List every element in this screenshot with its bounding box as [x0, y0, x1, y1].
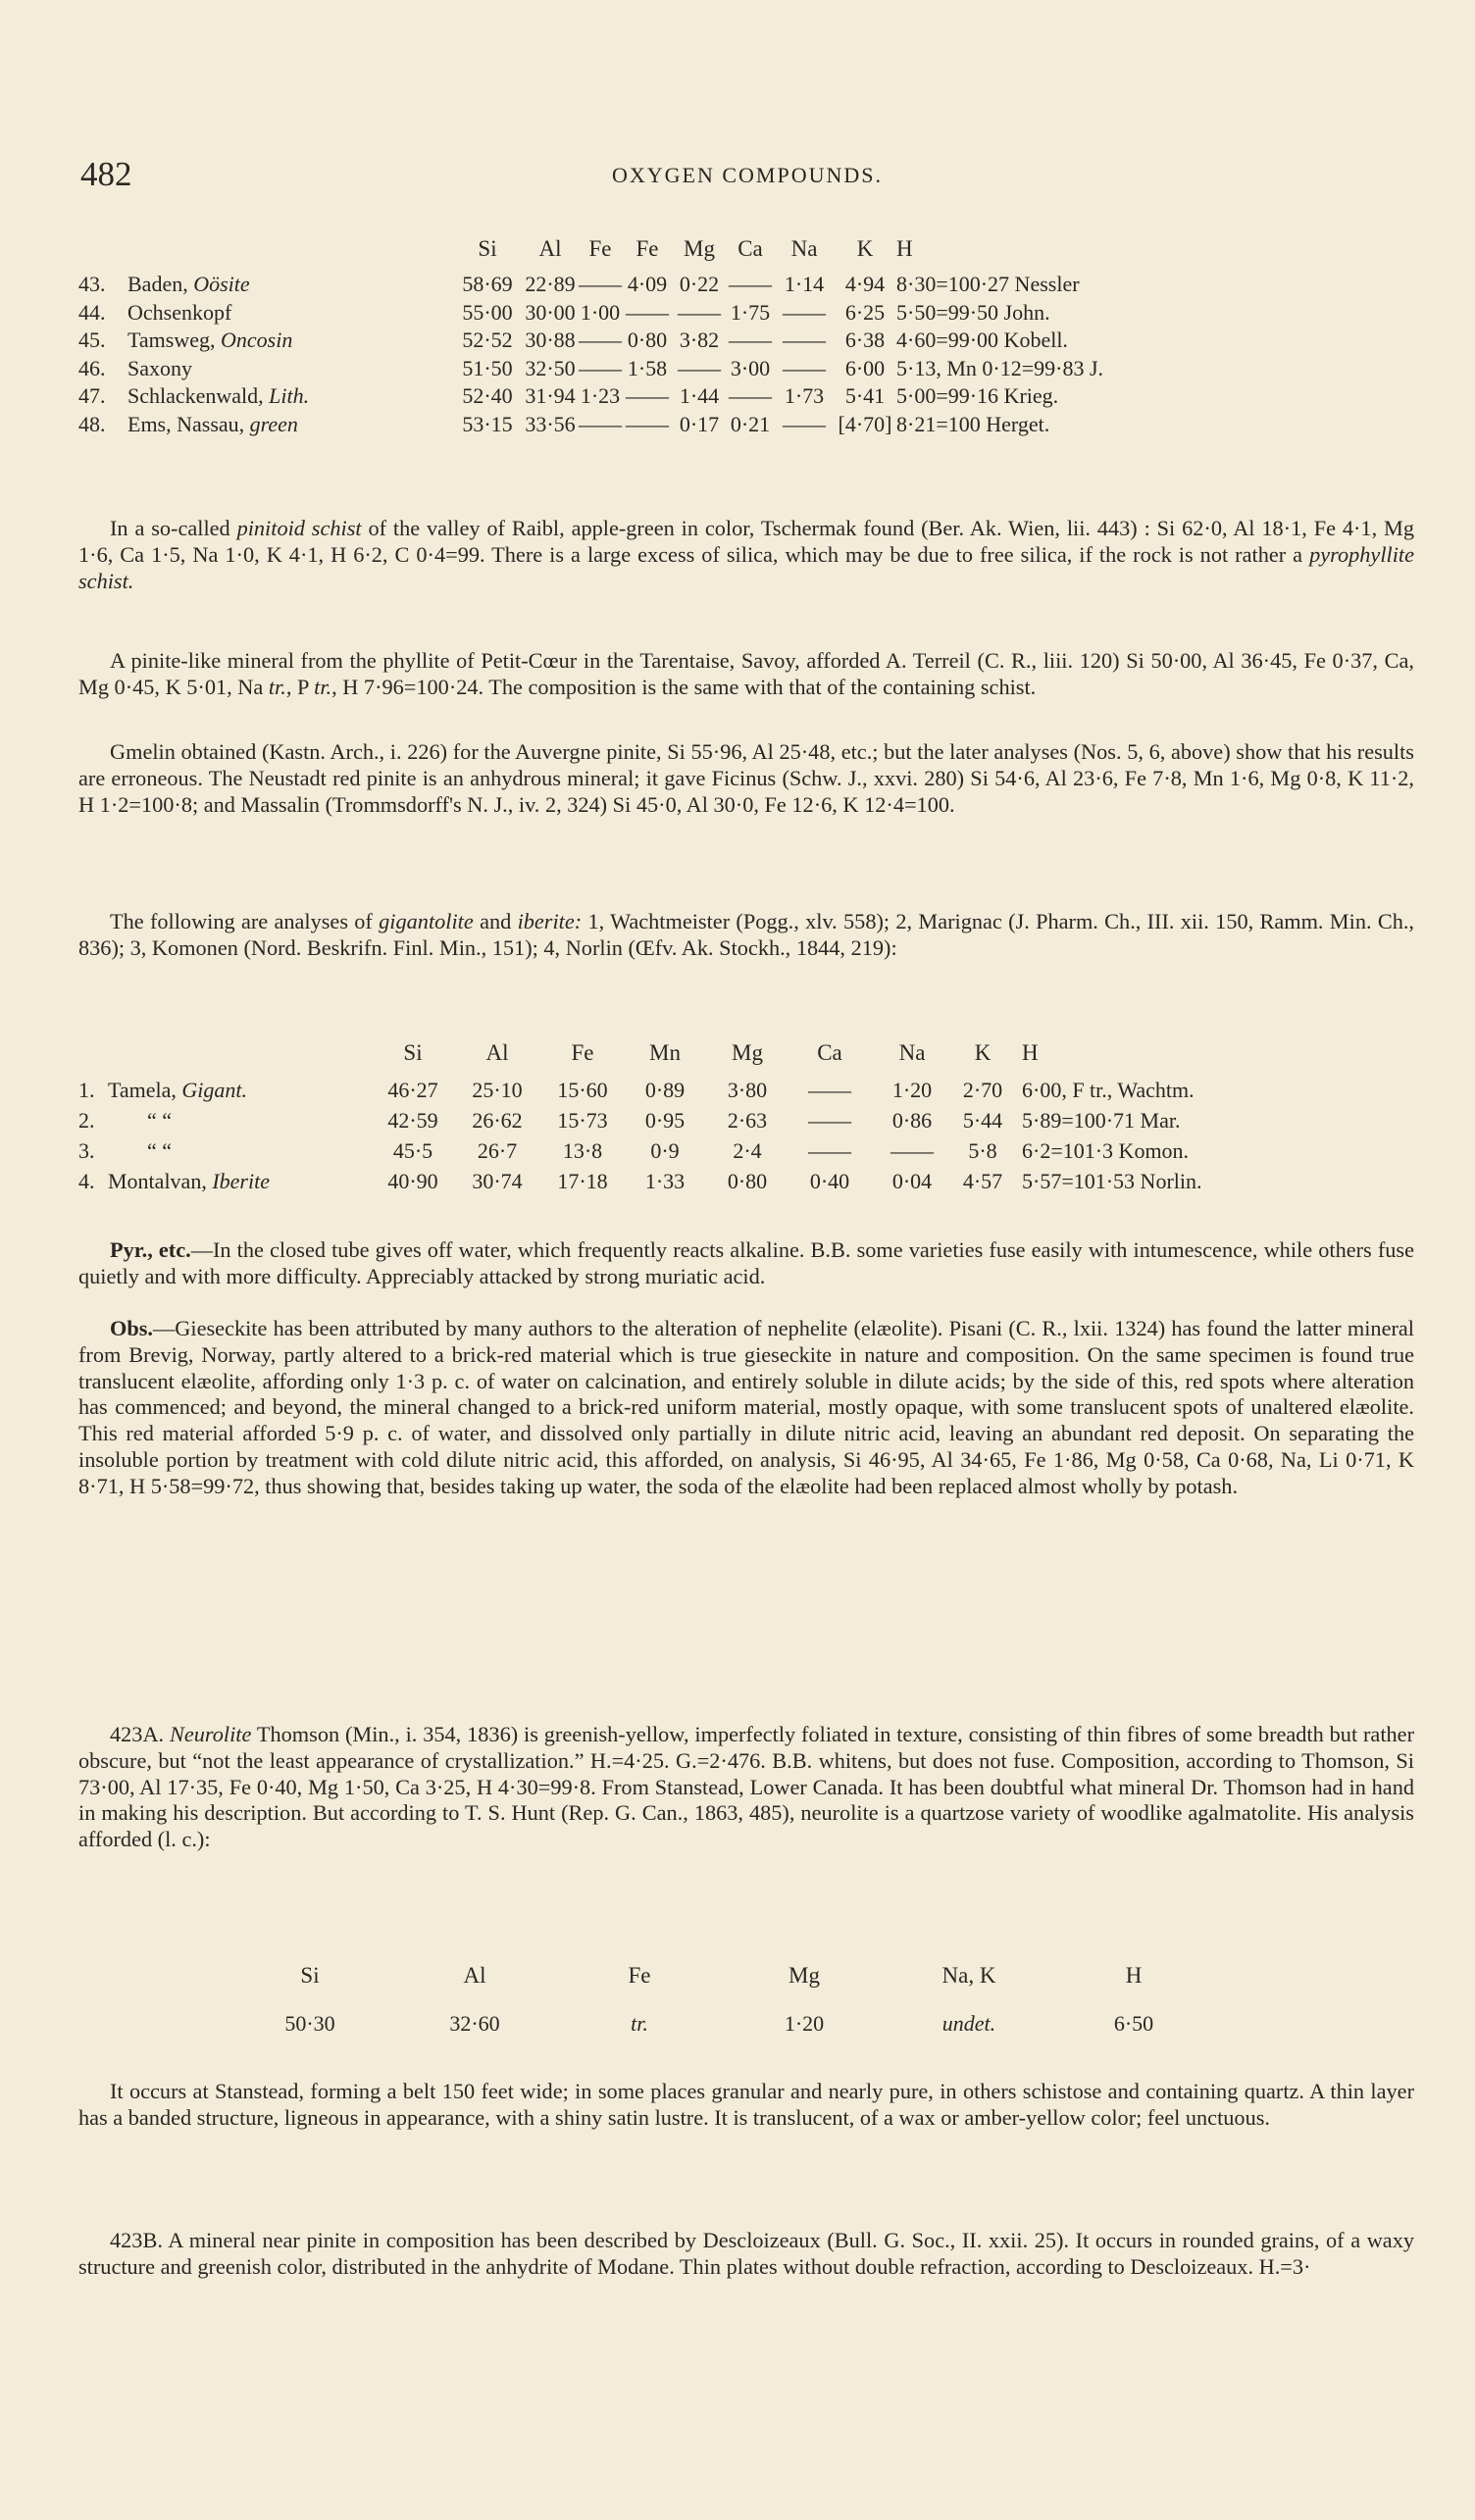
cell: 5·41 — [844, 383, 886, 408]
cell — [557, 2002, 722, 2045]
cell: 32·50 — [525, 355, 576, 380]
cell: 17·18 — [557, 1169, 608, 1193]
trace-value: tr. — [631, 2011, 648, 2036]
cell: 32·60 — [449, 2011, 500, 2036]
table-header-row — [78, 1037, 1314, 1075]
locality-name: Saxony — [127, 355, 192, 380]
table-row — [78, 1075, 1314, 1105]
locality-name: Ochsenkopf — [127, 299, 232, 325]
table-row — [78, 355, 1220, 383]
cell: 3·00 — [730, 355, 771, 380]
section-lead: Obs. — [110, 1316, 153, 1340]
cell: 5·8 — [968, 1138, 997, 1163]
paragraph-stanstead — [78, 2079, 1414, 2132]
row-number: 44. — [78, 299, 106, 325]
cell: 55·00 — [462, 299, 513, 325]
cell: 6·00 — [844, 355, 886, 380]
cell: 52·40 — [462, 383, 513, 408]
cell: 33·56 — [525, 411, 576, 436]
text-run: 1, Wachtmeister (Pogg., xlv. 558); 2, Marignac (J. Pharm. Ch., III. xii. 150, Ramm. Min. Ch., 836); 3, Komonen (Nord. Beskrifn. Finl. Min., 151); 4, Norlin (Œfv. Ak. Stockh., 1844, 219): — [78, 909, 1415, 960]
table-row — [78, 327, 1220, 355]
cell: 26·62 — [472, 1108, 523, 1133]
column-header: Mg — [684, 236, 715, 261]
row-number: 47. — [78, 383, 106, 408]
paragraph-pyrognostics — [78, 1237, 1414, 1290]
table-row — [78, 1166, 1314, 1196]
cell: 52·52 — [462, 328, 513, 352]
cell: 45·5 — [392, 1138, 433, 1163]
cell: —— — [808, 1138, 851, 1163]
cell: 2·70 — [962, 1078, 1003, 1102]
cell: 1·23 — [580, 383, 621, 408]
locality — [108, 1105, 373, 1135]
column-header: Fe — [628, 1963, 651, 1988]
page-header — [80, 155, 1414, 202]
column-header: H — [896, 236, 913, 261]
section-lead: Pyr., etc. — [110, 1237, 191, 1262]
page-number: 482 — [80, 155, 132, 193]
column-header: Na, K — [941, 1963, 996, 1988]
column-header: K — [856, 236, 874, 261]
cell: 5·13, Mn 0·12=99·83 J. — [896, 355, 1104, 380]
cell: 6·00, F tr., Wachtm. — [1022, 1078, 1195, 1102]
cell: 4·57 — [962, 1169, 1003, 1193]
cell: —— — [626, 411, 669, 436]
cell: 8·21=100 Herget. — [896, 411, 1050, 436]
cell: 1·20 — [784, 2011, 825, 2036]
cell: —— — [890, 1138, 934, 1163]
ditto-marks: “ “ — [147, 1108, 173, 1133]
cell: —— — [729, 272, 772, 296]
column-header: Si — [478, 236, 497, 261]
cell: 25·10 — [472, 1078, 523, 1102]
cell: 15·60 — [557, 1078, 608, 1102]
variety-name: Gigant. — [181, 1078, 248, 1102]
cell: 1·20 — [891, 1078, 933, 1102]
locality-name: Montalvan, — [108, 1169, 213, 1193]
text-run: It occurs at Stanstead, forming a belt 150 feet wide; in some places granular and nearly pure, in others schistose and containing quartz. A thin layer has a banded structure, ligneous in appearance, with a shiny satin lustre. It is translucent, of a wax or amber-yellow color; feel unctuous. — [78, 2079, 1414, 2130]
undetermined-value: undet. — [941, 2011, 996, 2036]
locality — [127, 411, 453, 439]
cell: 4·94 — [844, 272, 886, 296]
cell: 53·15 — [462, 411, 513, 436]
cell: 1·73 — [784, 383, 825, 408]
cell: 0·21 — [730, 411, 771, 436]
running-title: OXYGEN COMPOUNDS. — [611, 163, 884, 187]
neurolite-analysis-table — [228, 1963, 1216, 2045]
paragraph-petit-coeur — [78, 648, 1414, 701]
text-run: Gmelin obtained (Kastn. Arch., i. 226) for the Auvergne pinite, Si 55·96, Al 25·48, etc.; but the later analyses (Nos. 5, 6, above) show that his results are erroneous. The Neustadt red pinite is an anhydrous mineral; it gave Ficinus (Schw. J., xxvi. 280) Si 54·6, Al 23·6, Fe 7·8, Mn 1·6, Mg 0·8, K 11·2, H 1·2=100·8; and Massalin (Trommsdorff's N. J., iv. 2, 324) Si 45·0, Al 30·0, Fe 12·6, K 12·4=100. — [78, 739, 1414, 817]
locality-name: Schlackenwald, — [127, 383, 270, 408]
cell: —— — [783, 355, 826, 380]
cell: 1·44 — [679, 383, 720, 408]
text-run: The following are analyses of — [110, 909, 380, 933]
cell: —— — [678, 299, 721, 325]
locality — [127, 271, 453, 299]
column-header: K — [974, 1040, 992, 1065]
locality-name: Baden, — [127, 272, 194, 296]
column-header: Na — [898, 1040, 926, 1065]
column-header: Al — [463, 1963, 486, 1988]
cell: —— — [626, 299, 669, 325]
table-header-row — [228, 1963, 1216, 2002]
paragraph-gigantolite-intro — [78, 909, 1414, 962]
cell: 26·7 — [477, 1138, 518, 1163]
cell: 30·88 — [525, 328, 576, 352]
cell: 3·82 — [679, 328, 720, 352]
mineral-name: Neurolite — [170, 1722, 252, 1746]
cell: 3·80 — [727, 1078, 768, 1102]
text-run: , P — [285, 674, 315, 699]
cell: 15·73 — [557, 1108, 608, 1133]
text-run: Thomson (Min., i. 354, 1836) is greenish-yellow, imperfectly foliated in texture, consisting of thin fibres of some breadth but rather obscure, but “not the least appearance of crystallization.” H.=4·25. G.=2·476. B.B. whitens, but does not fuse. Composition, according to Thomson, Si 73·00, Al 17·35, Fe 0·40, Mg 1·50, Ca 3·25, H 4·30=99·8. From Stanstead, Lower Canada. It has been doubtful what mineral Dr. Thomson had in hand in making his description. But according to T. S. Hunt (Rep. G. Can., 1863, 485), neurolite is a quartzose variety of woodlike agalmatolite. His analysis afforded (l. c.): — [78, 1722, 1414, 1852]
cell: —— — [579, 355, 622, 380]
cell: 4·60=99·00 Kobell. — [896, 328, 1068, 352]
cell: 2·63 — [727, 1108, 768, 1133]
text-run: In a so-called — [110, 516, 237, 540]
column-header: Ca — [817, 1040, 842, 1065]
cell: 6·25 — [844, 299, 886, 325]
cell: —— — [783, 328, 826, 352]
column-header: Na — [790, 236, 818, 261]
cell: —— — [729, 328, 772, 352]
column-header: Si — [300, 1963, 320, 1988]
cell: 30·74 — [472, 1169, 523, 1193]
text-run: 423B. A mineral near pinite in composition has been described by Descloizeaux (Bull. G. Soc., II. xxii. 25). It occurs in rounded grains, of a waxy structure and greenish color, distributed in the anhydrite of Modane. Thin plates without double refraction, according to Descloizeaux. H.=3· — [78, 2228, 1414, 2279]
cell: 8·30=100·27 Nessler — [896, 272, 1080, 296]
cell: 0·9 — [650, 1138, 680, 1163]
cell: 13·8 — [562, 1138, 603, 1163]
locality-name: Tamsweg, — [127, 328, 221, 352]
cell: 22·89 — [525, 272, 576, 296]
ditto-marks: “ “ — [147, 1138, 173, 1163]
table-row — [78, 1135, 1314, 1166]
table-row — [78, 1105, 1314, 1135]
cell: 1·00 — [580, 299, 621, 325]
cell: —— — [808, 1078, 851, 1102]
locality-name: Tamela, — [108, 1078, 182, 1102]
row-number: 46. — [78, 355, 106, 380]
cell: 6·38 — [844, 328, 886, 352]
paragraph-gmelin — [78, 739, 1414, 818]
text-run: and — [473, 909, 518, 933]
cell: 40·90 — [387, 1169, 438, 1193]
cell: 6·50 — [1113, 2011, 1154, 2036]
text-run: of the valley of Raibl, apple-green in color, Tschermak found (Ber. Ak. Wien, lii. 443) : Si 62·0, Al 18·1, Fe 4·1, Mg 1·6, Ca 1·5, Na 1·0, K 4·1, H 6·2, C 0·4=99. There is a large excess of silica, which may be due to free silica, if the rock is not rather a — [78, 516, 1414, 567]
text-run: —Gieseckite has been attributed by many authors to the alteration of nephelite (elæolite). Pisani (C. R., lxii. 1324) has found the latter mineral from Brevig, Norway, partly altered to a brick-red material which is true gieseckite in nature and composition. On the same specimen is found true translucent elæolite, affording only 1·3 p. c. of water on calcination, and entirely soluble in dilute acids; by the side of this, red spots where alteration has commenced; and beyond, the mineral changed to a brick-red uniform material, mostly opaque, with some translucent spots of unaltered elæolite. This red material afforded 5·9 p. c. of water, and dissolved only partially in dilute nitric acid, leaving an abundant red deposit. On separating the insoluble portion by treatment with cold dilute nitric acid, this afforded, on analysis, Si 46·95, Al 34·65, Fe 1·86, Mg 0·58, Ca 0·68, Na, Li 0·71, K 8·71, H 5·58=99·72, thus showing that, besides taking up water, the soda of the elæolite had been replaced almost wholly by potash. — [78, 1316, 1414, 1498]
column-header: Fe — [571, 1040, 594, 1065]
cell: 0·95 — [644, 1108, 686, 1133]
emphasis: tr. — [314, 674, 332, 699]
cell: 1·58 — [627, 355, 668, 380]
cell: —— — [579, 411, 622, 436]
variety-name: Iberite — [212, 1169, 270, 1193]
cell: 0·89 — [644, 1078, 686, 1102]
locality-name: Ems, Nassau, — [127, 411, 250, 436]
cell: 0·40 — [809, 1169, 850, 1193]
locality — [127, 382, 453, 411]
cell: —— — [783, 299, 826, 325]
paragraph-observations — [78, 1316, 1414, 1500]
paragraph-pinitoid-schist — [78, 516, 1414, 594]
gigantolite-analyses-table — [78, 1037, 1314, 1196]
locality — [108, 1166, 373, 1196]
cell: 6·2=101·3 Komon. — [1022, 1138, 1190, 1163]
locality — [127, 327, 453, 355]
cell: —— — [678, 355, 721, 380]
text-run: A pinite-like mineral from the phyllite of Petit-Cœur in the Tarentaise, Savoy, afforded A. Terreil (C. R., liii. 120) Si 50·00, Al 36·45, Fe 0·37, Ca, Mg 0·45, K 5·01, Na — [78, 648, 1414, 699]
row-number: 45. — [78, 328, 106, 352]
column-header: Mn — [649, 1040, 681, 1065]
row-number: 1. — [78, 1078, 95, 1102]
column-header: H — [1022, 1040, 1039, 1065]
locality — [127, 355, 453, 383]
cell: —— — [579, 328, 622, 352]
paragraph-423b — [78, 2228, 1414, 2281]
emphasis: pyrophyllite schist. — [78, 541, 1414, 593]
column-header: Fe — [636, 236, 659, 261]
cell: 0·80 — [627, 328, 668, 352]
variety-name: Oösite — [193, 272, 250, 296]
column-header: Al — [485, 1040, 509, 1065]
row-number: 43. — [78, 272, 106, 296]
variety-name: Lith. — [269, 383, 310, 408]
cell: 0·80 — [727, 1169, 768, 1193]
row-number: 3. — [78, 1138, 95, 1163]
section-number: 423A. — [110, 1722, 170, 1746]
emphasis: iberite: — [517, 909, 583, 933]
row-number: 48. — [78, 411, 106, 436]
row-number: 4. — [78, 1169, 95, 1193]
cell: 30·00 — [525, 299, 576, 325]
cell: 0·04 — [891, 1169, 933, 1193]
cell: 0·17 — [679, 411, 720, 436]
table-header-row — [78, 235, 1220, 271]
cell: 0·22 — [679, 272, 720, 296]
cell: 50·30 — [284, 2011, 335, 2036]
cell: 5·57=101·53 Norlin. — [1022, 1169, 1202, 1193]
column-header: Mg — [732, 1040, 763, 1065]
table-row — [78, 382, 1220, 411]
column-header: H — [1125, 1963, 1143, 1988]
cell: —— — [579, 272, 622, 296]
table-row — [78, 271, 1220, 299]
cell: 5·50=99·50 John. — [896, 299, 1050, 325]
cell: 1·75 — [730, 299, 771, 325]
column-header: Si — [403, 1040, 423, 1065]
cell: —— — [808, 1108, 851, 1133]
cell: 46·27 — [387, 1078, 438, 1102]
row-number: 2. — [78, 1108, 95, 1133]
cell: 1·14 — [784, 272, 825, 296]
cell: [4·70] — [838, 411, 892, 436]
column-header: Al — [538, 236, 562, 261]
variety-name: Oncosin — [221, 328, 293, 352]
cell: 1·33 — [644, 1169, 686, 1193]
column-header: Fe — [588, 236, 612, 261]
cell: —— — [626, 383, 669, 408]
cell: 5·89=100·71 Mar. — [1022, 1108, 1181, 1133]
cell: 51·50 — [462, 355, 513, 380]
cell: 5·44 — [962, 1108, 1003, 1133]
emphasis: pinitoid schist — [236, 516, 362, 540]
locality — [108, 1135, 373, 1166]
cell: 5·00=99·16 Krieg. — [896, 383, 1059, 408]
cell: 0·86 — [891, 1108, 933, 1133]
variety-name: green — [249, 411, 298, 436]
locality — [127, 299, 453, 328]
emphasis: gigantolite — [379, 909, 474, 933]
cell — [887, 2002, 1051, 2045]
table-row — [78, 299, 1220, 328]
cell: 2·4 — [733, 1138, 762, 1163]
table-row — [228, 2002, 1216, 2045]
cell: 42·59 — [387, 1108, 438, 1133]
table-row — [78, 411, 1220, 439]
cell: 31·94 — [525, 383, 576, 408]
cell: —— — [783, 411, 826, 436]
locality — [108, 1075, 373, 1105]
paragraph-423a-neurolite — [78, 1722, 1414, 1853]
cell: 4·09 — [627, 272, 668, 296]
column-header: Ca — [738, 236, 763, 261]
text-run: —In the closed tube gives off water, which frequently reacts alkaline. B.B. some varieties fuse easily with intumescence, while others fuse quietly and with more difficulty. Appreciably attacked by strong muriatic acid. — [78, 1237, 1414, 1288]
column-header: Mg — [788, 1963, 820, 1988]
text-run: , H 7·96=100·24. The composition is the same with that of the containing schist. — [331, 674, 1037, 699]
pinite-analyses-table — [78, 235, 1220, 438]
cell: 58·69 — [462, 272, 513, 296]
cell: —— — [729, 383, 772, 408]
emphasis: tr. — [268, 674, 286, 699]
